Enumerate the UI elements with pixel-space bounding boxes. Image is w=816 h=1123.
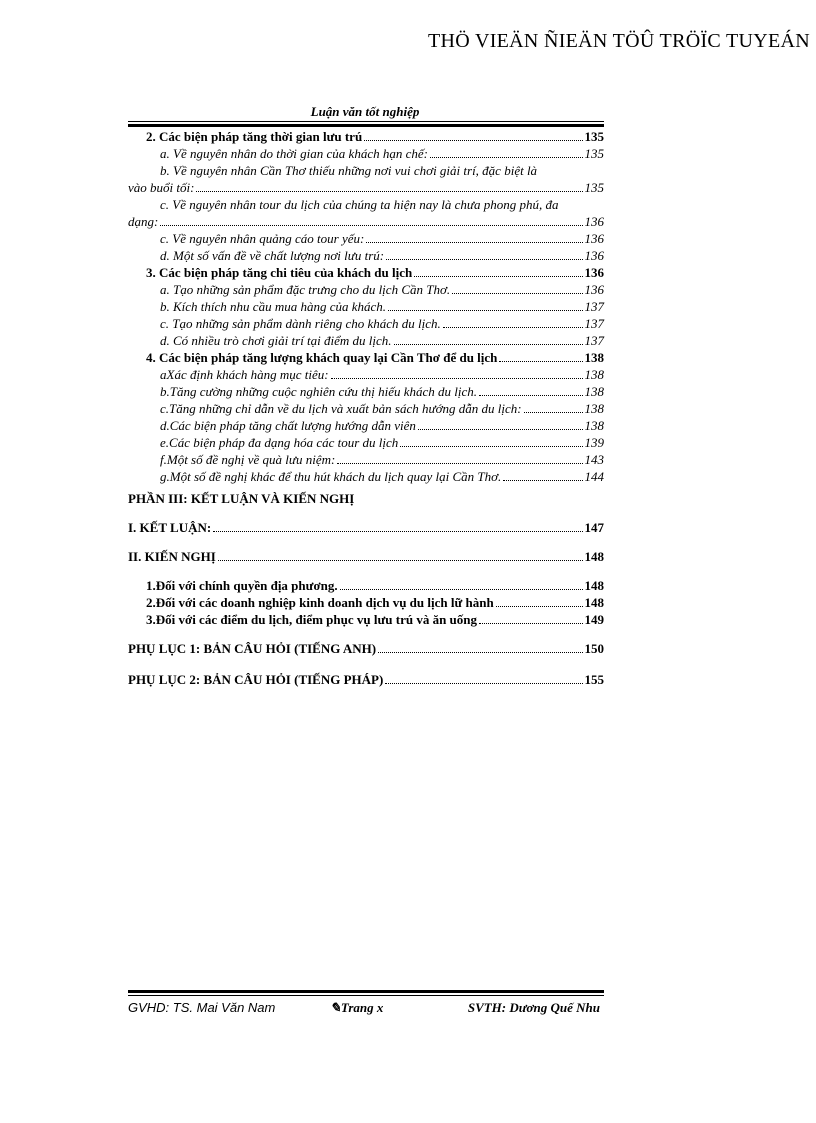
footer-rule-thin [128,995,604,996]
toc-entry: g.Một số đề nghị khác để thu hút khách du lịch quay lại Cần Thơ. 144 [160,469,604,484]
toc-entry: vào buổi tối: 135 [128,180,604,195]
toc-entry: dạng: 136 [128,214,604,229]
toc-entry: a. Tạo những sản phẩm đặc trưng cho du lịch Cần Thơ. 136 [160,282,604,297]
footer-advisor: GVHD: TS. Mai Văn Nam [128,1000,276,1015]
footer-page-number: ✎Trang x [330,1000,384,1015]
toc-entry: PHỤ LỤC 2: BẢN CÂU HỎI (TIẾNG PHÁP) 155 [128,672,604,687]
toc-entry: 4. Các biện pháp tăng lượng khách quay lại Cần Thơ để du lịch 138 [146,350,604,365]
toc-entry: d.Các biện pháp tăng chất lượng hướng dẫn viên 138 [160,418,604,433]
toc-entry: c.Tăng những chỉ dẫn về du lịch và xuất bản sách hướng dẫn du lịch: 138 [160,401,604,416]
toc-part-heading: PHẦN III: KẾT LUẬN VÀ KIẾN NGHỊ [128,491,355,506]
toc-entry: e.Các biện pháp đa dạng hóa các tour du lịch 139 [160,435,604,450]
toc-entry: c. Về nguyên nhân quảng cáo tour yếu: 136 [160,231,604,246]
toc-entry: d. Một số vấn đề về chất lượng nơi lưu trú: 136 [160,248,604,263]
toc-entry: c. Tạo những sản phẩm dành riêng cho khách du lịch. 137 [160,316,604,331]
footer-rule-thick [128,990,604,993]
toc-entry: d. Có nhiều trò chơi giải trí tại điểm du lịch. 137 [160,333,604,348]
toc-entry: b. Kích thích nhu cầu mua hàng của khách. 137 [160,299,604,314]
toc-entry: 2. Các biện pháp tăng thời gian lưu trú 135 [146,129,604,144]
toc-entry-line: b. Về nguyên nhân Cần Thơ thiếu những nơi vui chơi giải trí, đặc biệt là [160,163,538,178]
toc-entry: b.Tăng cường những cuộc nghiên cứu thị hiếu khách du lịch. 138 [160,384,604,399]
toc-entry: 2.Đối với các doanh nghiệp kinh doanh dịch vụ du lịch lữ hành 148 [146,595,604,610]
toc-entry: PHỤ LỤC 1: BẢN CÂU HỎI (TIẾNG ANH) 150 [128,641,604,656]
toc-entry: a. Về nguyên nhân do thời gian của khách hạn chế: 135 [160,146,604,161]
toc-entry: 3.Đối với các điểm du lịch, điểm phục vụ lưu trú và ăn uống 149 [146,612,604,627]
toc-entry: I. KẾT LUẬN: 147 [128,520,604,535]
header-rule-thick [128,124,604,127]
toc-entry: aXác định khách hàng mục tiêu: 138 [160,367,604,382]
toc-entry-line: c. Về nguyên nhân tour du lịch của chúng ta hiện nay là chưa phong phú, đa [160,197,559,212]
header-rule-thin [128,121,604,122]
toc-entry: f.Một số đề nghị về quà lưu niệm: 143 [160,452,604,467]
table-of-contents [128,128,604,688]
page-header-title: Luận văn tốt nghiệp [310,104,420,119]
footer-student: SVTH: Dương Quế Nhu [467,1000,600,1015]
toc-entry: 1.Đối với chính quyền địa phương. 148 [146,578,604,593]
toc-entry: II. KIẾN NGHỊ 148 [128,549,604,564]
toc-entry: 3. Các biện pháp tăng chi tiêu của khách du lịch 136 [146,265,604,280]
watermark-text: THÖ VIEÄN ÑIEÄN TÖÛ TRÖÏC TUYEÁN [428,30,810,52]
